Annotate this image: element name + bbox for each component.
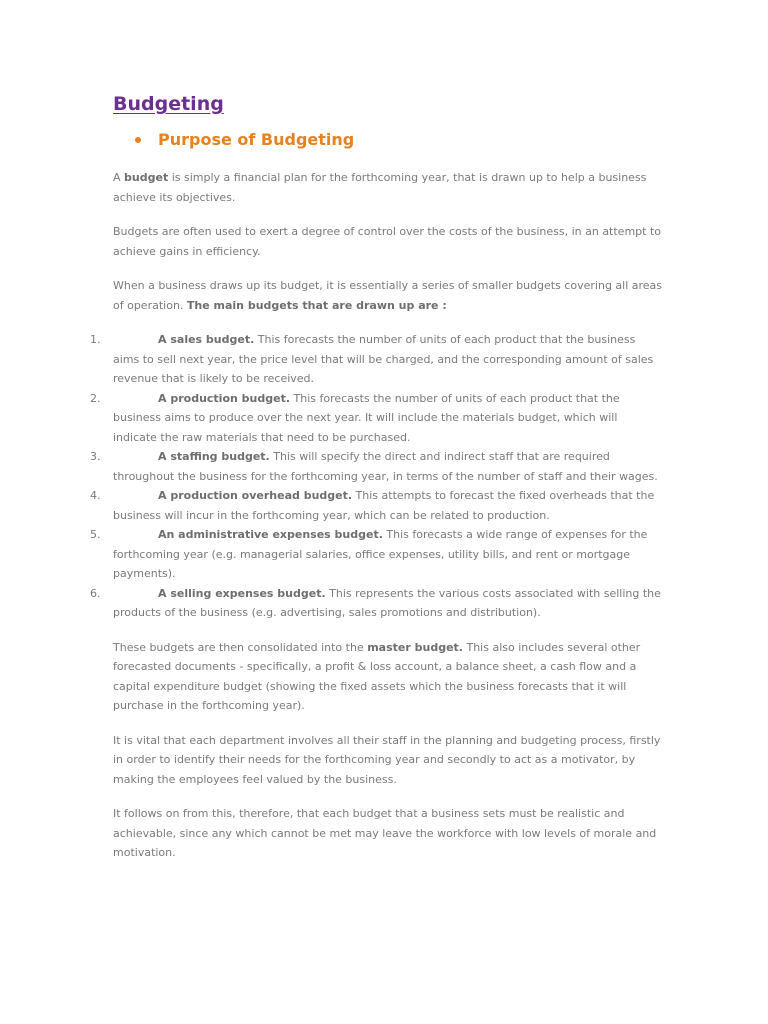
bullet-icon: [135, 137, 141, 143]
list-item-name: An administrative expenses budget.: [158, 528, 383, 541]
list-item-name: A staffing budget.: [158, 450, 270, 463]
outro-p4-post: This also includes several other forecasted documents - specifically, a profit & loss account, a balance sheet, a cash flow and a capital expenditure budget (showing the fixed assets which the business forecasts that it will purchase in the forthcoming year).: [113, 640, 641, 712]
list-item-text: This will specify the direct and indirect staff that are required throughout the business for the forthcoming year, in terms of the number of staff and their wages.: [113, 450, 658, 483]
intro-paragraph-1: [113, 168, 663, 207]
intro-p1-post: is simply a financial plan for the forthcoming year, that is drawn up to help a business achieve its objectives.: [113, 171, 647, 204]
list-item-name: A production budget.: [158, 391, 291, 405]
outro-paragraph-3: It follows on from this, therefore, that each budget that a business sets must be realistic and achievable, since any which cannot be met may leave the workforce with low levels of morale and motivation.: [113, 807, 657, 859]
list-item-number: 6.: [90, 586, 101, 600]
subtitle-bullet-item: [135, 127, 354, 153]
list-item-name: A production overhead budget.: [158, 489, 353, 502]
outro-p4-pre: These budgets are then consolidated into the: [113, 640, 368, 654]
section-heading: Purpose of Budgeting: [158, 130, 355, 149]
outro-paragraph-2: It is vital that each department involves all their staff in the planning and budgeting process, firstly in order to identify their needs for the forthcoming year and secondly to act as a motivator, by making the employees feel valued by the business.: [113, 733, 661, 786]
list-item: [90, 389, 663, 448]
outro-p4-bold: master budget.: [367, 640, 463, 654]
outro-paragraph-1: [113, 638, 663, 716]
intro-p3-bold: The main budgets that are drawn up are :: [186, 298, 447, 312]
list-item-number: 5.: [90, 528, 101, 541]
page-title: Budgeting: [113, 93, 224, 115]
list-item-text: This represents the various costs associated with selling the products of the business (e.g. advertising, sales promotions and distribution).: [113, 586, 661, 619]
list-item-name: A selling expenses budget.: [158, 586, 326, 600]
intro-p3-pre: When a business draws up its budget, it is essentially a series of smaller budgets covering all areas of operation.: [113, 279, 663, 312]
document-body: [90, 168, 663, 878]
list-item: [90, 447, 663, 486]
list-item-number: 1.: [90, 333, 101, 346]
list-item-number: 4.: [90, 489, 101, 502]
list-item-text: This attempts to forecast the fixed overheads that the business will incur in the forthcoming year, which can be related to production.: [113, 489, 655, 522]
intro-paragraph-2: Budgets are often used to exert a degree of control over the costs of the business, in an attempt to achieve gains in efficiency.: [113, 225, 662, 258]
list-item: [90, 584, 663, 623]
list-item-text: This forecasts the number of units of each product that the business aims to sell next year, the price level that will be charged, and the corresponding amount of sales revenue that is likely to be received.: [113, 333, 654, 385]
list-item: [90, 525, 663, 584]
intro-paragraph-3: [113, 276, 663, 315]
list-item: [90, 486, 663, 525]
list-item-text: This forecasts a wide range of expenses for the forthcoming year (e.g. managerial salaries, office expenses, utility bills, and rent or mortgage payments).: [113, 528, 648, 580]
list-item-text: This forecasts the number of units of each product that the business aims to produce over the next year. It will include the materials budget, which will indicate the raw materials that need to be purchased.: [113, 391, 620, 444]
intro-p1-bold: budget: [124, 171, 169, 184]
intro-p1-pre: A: [113, 171, 125, 184]
budget-list: [90, 330, 663, 623]
list-item-number: 2.: [90, 391, 101, 405]
list-item-number: 3.: [90, 450, 101, 463]
list-item-name: A sales budget.: [158, 333, 255, 346]
list-item: [90, 330, 663, 389]
